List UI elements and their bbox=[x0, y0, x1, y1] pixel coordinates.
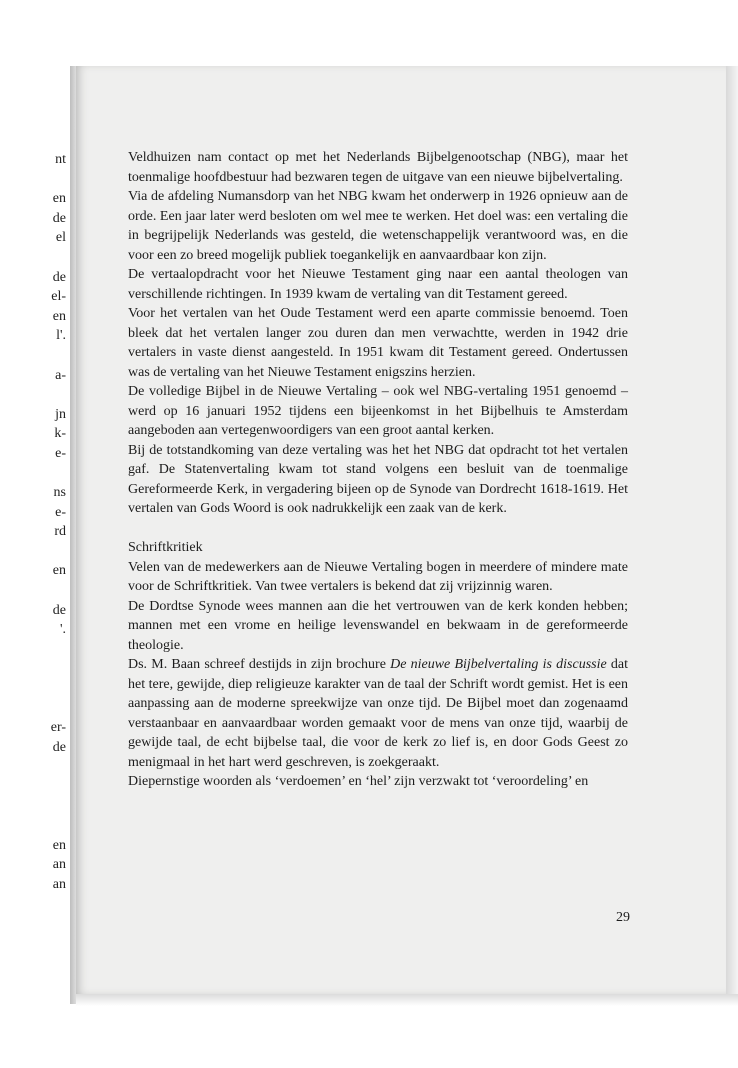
paragraph-1: Veldhuizen nam contact op met het Nederlands Bijbelgenootschap (NBG), maar het toenmalige hoofdbestuur had bezwaren tegen de uitgave van een nieuwe bijbelvertaling. bbox=[128, 150, 628, 185]
left-page-fragment bbox=[0, 777, 66, 797]
left-page-fragment: jn bbox=[55, 406, 66, 422]
left-page-fragments bbox=[0, 150, 66, 895]
left-page-fragment bbox=[0, 757, 66, 777]
left-page-fragment: en bbox=[52, 837, 66, 853]
left-page-fragment: de bbox=[52, 269, 66, 285]
left-page-fragment bbox=[0, 640, 66, 660]
left-page-fragment: en bbox=[52, 308, 66, 324]
paragraph-4: Voor het vertalen van het Oude Testament werd een aparte commissie benoemd. Toen bleek dat het vertalen langer zou duren dan men verwachtte, werden in 1942 drie vertalers in vaste dienst aangesteld. In 1951 kwam dit Testament gereed. Ondertussen was de vertaling van het Nieuwe Testament enigszins herzien. bbox=[128, 306, 628, 380]
left-page-fragment bbox=[0, 699, 66, 719]
left-page-fragment: rd bbox=[54, 524, 66, 540]
left-page-fragment: en bbox=[52, 563, 66, 579]
left-page-fragment: ns bbox=[53, 485, 66, 501]
left-page-fragment: de bbox=[52, 210, 66, 226]
left-page-fragment: an bbox=[52, 857, 66, 873]
paragraph-2: Via de afdeling Numansdorp van het NBG kwam het onderwerp in 1926 opnieuw aan de orde. Een jaar later werd besloten om wel mee te werken. Het doel was: een vertaling die in begrijpelijk Nederlands was gesteld, die wetenschappelijk verantwoord was, en die voor een zo breed mogelijk publiek toegankelijk en aanvaardbaar kon zijn. bbox=[128, 189, 628, 263]
left-page-fragment: er- bbox=[50, 720, 66, 736]
left-page-fragment: e- bbox=[55, 445, 66, 461]
paragraph-6: Bij de totstandkoming van deze vertaling was het het NBG dat opdracht tot het vertalen gaf. De Statenvertaling kwam tot stand volgens een besluit van de toenmalige Gereformeerde Kerk, in vergadering bijeen op de Synode van Dordrecht 1618-1619. Het vertalen van Gods Woord is ook nadrukkelijk een zaak van de kerk. bbox=[128, 442, 628, 516]
paragraph-3: De vertaalopdracht voor het Nieuwe Testament ging naar een aantal theologen van verschillende richtingen. In 1939 kwam de vertaling van dit Testament gereed. bbox=[128, 267, 628, 302]
left-page-fragment: de bbox=[52, 602, 66, 618]
left-page-fragment bbox=[0, 346, 66, 366]
left-page-fragment: el bbox=[55, 230, 66, 246]
left-page-fragment: k- bbox=[54, 426, 66, 442]
left-page-fragment bbox=[0, 170, 66, 190]
left-page-fragment bbox=[0, 679, 66, 699]
left-page-fragment: en bbox=[52, 191, 66, 207]
left-page-fragment: a- bbox=[55, 367, 66, 383]
left-page-fragment bbox=[0, 797, 66, 817]
paragraph-5: De volledige Bijbel in de Nieuwe Vertaling – ook wel NBG-vertaling 1951 genoemd – werd op 16 januari 1952 tijdens een bijeenkomst in het Bijbelhuis te Amsterdam aangeboden aan vertegenwoordigers van een groot aantal kerken. bbox=[128, 384, 628, 438]
left-page-fragment: e- bbox=[55, 504, 66, 520]
left-page-fragment: de bbox=[52, 739, 66, 755]
last-line: Diepernstige woorden als ‘verdoemen’ en ‘hel’ zijn verzwakt tot ‘veroordeling’ en bbox=[128, 774, 589, 789]
left-page-fragment: l'. bbox=[56, 328, 66, 344]
left-page-fragment: nt bbox=[55, 152, 66, 167]
left-page-fragment bbox=[0, 385, 66, 405]
page-edge bbox=[726, 66, 738, 994]
section-paragraph-1: Velen van de medewerkers aan de Nieuwe Vertaling bogen in meerdere of mindere mate voor de Schriftkritiek. Van twee vertalers is bekend dat zij vrijzinnig waren. bbox=[128, 559, 628, 594]
page-number: 29 bbox=[616, 910, 630, 925]
page-bottom-edge bbox=[76, 994, 738, 1006]
baan-text-after: dat het tere, gewijde, diep religieuze karakter van de taal der Schrift wordt gemist. Het is een aanpassing aan de moderne spreekwijze van onze tijd. De Bijbel moet dan zogenaamd verstaanbaar en aanvaardbaar worden gemaakt voor de mens van onze tijd, waarbij de gewijde taal, de echt bijbelse taal, die voor de kerk zo lief is, en door Gods Geest zo menigmaal in het hart werd geschreven, is zoekgeraakt. bbox=[128, 657, 628, 770]
section-heading: Schriftkritiek bbox=[128, 540, 203, 555]
left-page-fragment: an bbox=[52, 876, 66, 892]
left-page-fragment bbox=[0, 659, 66, 679]
left-page-fragment: el- bbox=[51, 289, 66, 305]
left-page-fragment bbox=[0, 542, 66, 562]
left-page-fragment bbox=[0, 816, 66, 836]
left-page-fragment bbox=[0, 248, 66, 268]
left-page-fragment bbox=[0, 464, 66, 484]
left-page-fragment bbox=[0, 581, 66, 601]
baan-paragraph bbox=[128, 655, 628, 772]
baan-text-before: Ds. M. Baan schreef destijds in zijn brochure bbox=[128, 657, 391, 672]
page-text bbox=[128, 148, 628, 792]
brochure-title: De nieuwe Bijbelvertaling is discussie bbox=[390, 657, 607, 672]
section-paragraph-2: De Dordtse Synode wees mannen aan die het vertrouwen van de kerk konden hebben; mannen met een vrome en heilige levenswandel en bekwaam in de gereformeerde theologie. bbox=[128, 598, 628, 653]
left-page-fragment: '. bbox=[59, 622, 66, 638]
